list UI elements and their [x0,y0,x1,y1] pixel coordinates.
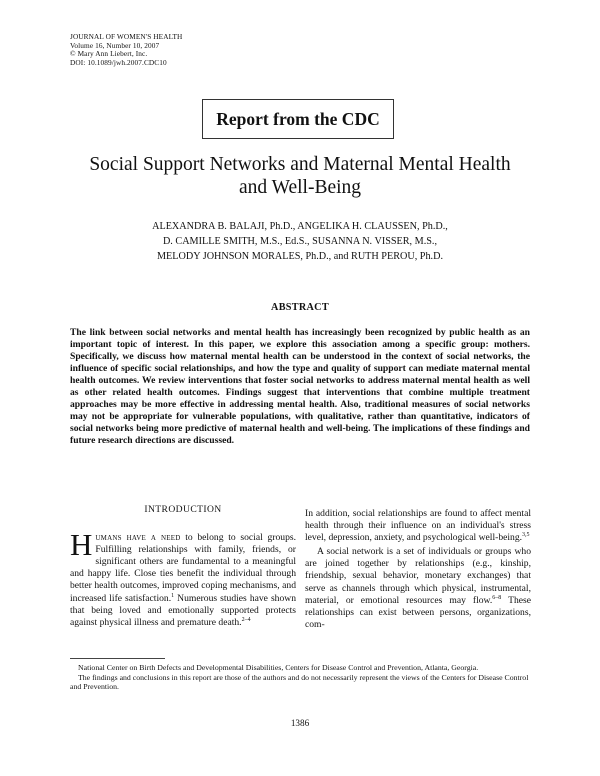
footnote: National Center on Birth Defects and Developmental Disabilities, Centers for Disease Control and Prevention, Atlanta, Georgia. [78,663,479,672]
citation-ref: 2–4 [241,616,251,623]
right-column [305,508,531,631]
paragraph-text: These relationships can exist between persons, organizations, com- [305,594,531,630]
paragraph-text: to belong to social groups. Fulfilling relationships with family, friends, or significant others are fundamental to a meaningful and happy life. Close ties benefit the individual through better health outcomes, improved coping mechanisms, and increased life satisfaction. [70,532,296,604]
intro-paragraph-3 [305,546,531,631]
journal-name: JOURNAL OF WOMEN'S HEALTH [70,32,183,41]
lead-in-smallcaps: umans have a need [95,532,181,544]
paragraph-text: A social network is a set of individuals or groups who are joined together by relationships (e.g., kinship, friendship, sexual behavior, monetary exchanges) that serve as channels through which physical, instrumental, material, or emotional resources may flow. [305,546,531,606]
citation-ref: 6–8 [492,594,502,601]
author-line: D. CAMILLE SMITH, M.S., Ed.S., SUSANNA N. VISSER, M.S., [162,236,438,247]
report-label-box [202,99,394,139]
title-line: and Well-Being [238,177,362,198]
page-number: 1386 [290,718,310,728]
left-column [70,504,296,629]
abstract-text: The link between social networks and mental health has increasingly been recognized by public health as an important topic of interest. In this paper, we explore this association among a specific group: mothers. Specifically, we discuss how maternal mental health can be understood in the context of social networks, the influence of specific social relationships, and how the type and quality of support can mediate maternal mental health outcomes. We review interventions that foster social networks to address maternal mental health as well as other related health outcomes. Findings suggest that interventions that combine multiple treatment approaches may be more effective in addressing mental health. Also, traditional measures of social networks may not be appropriate for vulnerable populations, with qualitative, rather than quantitative, indicators of social networks being more predictive of maternal health and well-being. The implications of these findings and future research directions are discussed. [70,327,530,446]
drop-cap: H [70,527,93,563]
author-list [70,219,530,264]
author-line: MELODY JOHNSON MORALES, Ph.D., and RUTH PEROU, Ph.D. [156,251,444,262]
paragraph-text: In addition, social relationships are found to affect mental health through their influence on an individual's stress level, depression, anxiety, and psychological well-being. [305,508,531,544]
title-line: Social Support Networks and Maternal Mental Health [89,154,511,175]
footnote-divider [70,658,165,659]
journal-volume: Volume 16, Number 10, 2007 [70,40,160,50]
journal-copyright: © Mary Ann Liebert, Inc. [70,49,148,59]
citation-ref: 3,5 [522,532,530,538]
footnote: The findings and conclusions in this report are those of the authors and do not necessarily represent the views of the Centers for Disease Control and Prevention. [70,672,529,692]
citation-ref: 1 [171,592,175,599]
journal-header [70,33,182,67]
abstract-heading: ABSTRACT [271,302,329,313]
intro-paragraph-1 [70,527,296,629]
article-title [70,153,530,199]
introduction-heading: INTRODUCTION [144,504,222,515]
paragraph-text: Numerous studies have shown that being loved and emotionally supported protects against physical illness and premature death. [70,592,296,628]
report-label: Report from the CDC [216,108,380,129]
journal-doi: DOI: 10.1089/jwh.2007.CDC10 [70,57,167,67]
intro-paragraph-2 [305,508,531,544]
footnotes [70,663,530,692]
author-line: ALEXANDRA B. BALAJI, Ph.D., ANGELIKA H. CLAUSSEN, Ph.D., [152,221,448,232]
